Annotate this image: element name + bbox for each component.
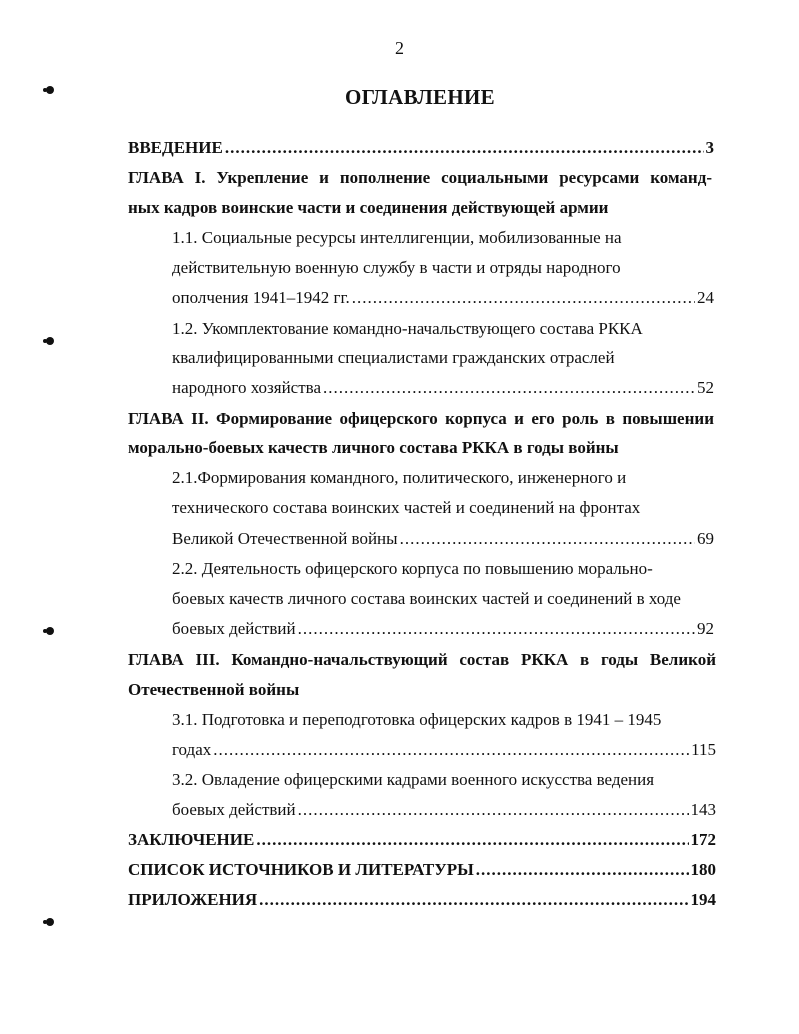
leader-dots bbox=[225, 137, 704, 159]
toc-entry-sources bbox=[128, 859, 716, 881]
toc-entry-section-2-1 bbox=[172, 528, 714, 550]
section-title: квалифицированными специалистами гражданских отраслей bbox=[172, 348, 615, 367]
page-number: 2 bbox=[395, 38, 404, 58]
section-title: годах bbox=[172, 740, 212, 759]
leader-dots bbox=[213, 739, 689, 761]
section-title: боевых действий bbox=[172, 619, 296, 638]
section-title: 3.2. Овладение офицерскими кадрами военного искусства ведения bbox=[172, 770, 655, 789]
toc-page-number: 24 bbox=[697, 288, 714, 307]
leader-dots bbox=[298, 618, 695, 640]
toc-page-number: 52 bbox=[697, 378, 714, 397]
section-title: 2.1.Формирования командного, политического, инженерного и bbox=[172, 468, 627, 487]
section-title: технического состава воинских частей и соединений на фронтах bbox=[172, 498, 641, 517]
toc-entry-appendix bbox=[128, 889, 716, 911]
toc-entry-label: ПРИЛОЖЕНИЯ bbox=[128, 890, 258, 909]
toc-entry-label: СПИСОК ИСТОЧНИКОВ И ЛИТЕРАТУРЫ bbox=[128, 860, 474, 879]
chapter-heading: морально-боевых качеств личного состава РККА в годы войны bbox=[128, 438, 619, 457]
chapter-heading: ГЛАВА II. Формирование офицерского корпуса и его роль в повышении bbox=[128, 409, 714, 428]
chapter-heading: Отечественной войны bbox=[128, 680, 300, 699]
toc-page-number: 172 bbox=[690, 830, 716, 849]
section-title: 1.1. Социальные ресурсы интеллигенции, мобилизованные на bbox=[172, 228, 622, 247]
toc-entry-label: ВВЕДЕНИЕ bbox=[128, 138, 223, 157]
leader-dots bbox=[476, 859, 689, 881]
section-title: 2.2. Деятельность офицерского корпуса по повышению морально- bbox=[172, 559, 653, 578]
section-title: боевых действий bbox=[172, 800, 296, 819]
section-title: боевых качеств личного состава воинских частей и соединений в ходе bbox=[172, 589, 681, 608]
toc-page-number: 92 bbox=[697, 619, 714, 638]
section-title: 1.2. Укомплектование командно-начальствующего состава РККА bbox=[172, 319, 643, 338]
toc-entry-section-3-2 bbox=[172, 799, 716, 821]
section-title: 3.1. Подготовка и переподготовка офицерских кадров в 1941 – 1945 bbox=[172, 710, 662, 729]
chapter-heading: ных кадров воинские части и соединения действующей армии bbox=[128, 198, 609, 217]
toc-entry-label: ЗАКЛЮЧЕНИЕ bbox=[128, 830, 255, 849]
toc-entry-section-1-2 bbox=[172, 377, 714, 399]
toc-entry-section-2-2 bbox=[172, 618, 714, 640]
chapter-heading: ГЛАВА III. Командно-начальствующий состав РККА в годы Великой bbox=[128, 650, 716, 669]
toc-page-number: 3 bbox=[705, 138, 714, 157]
toc-entry-introduction bbox=[128, 137, 714, 159]
toc-page-number: 194 bbox=[690, 890, 716, 909]
toc-page-number: 69 bbox=[697, 529, 714, 548]
leader-dots bbox=[352, 287, 695, 309]
leader-dots bbox=[400, 528, 695, 550]
toc-entry-section-3-1 bbox=[172, 739, 716, 761]
toc-entry-section-1-1 bbox=[172, 287, 714, 309]
chapter-heading: ГЛАВА I. Укрепление и пополнение социальными ресурсами команд- bbox=[128, 168, 712, 187]
section-title: Великой Отечественной войны bbox=[172, 529, 398, 548]
page-title: ОГЛАВЛЕНИЕ bbox=[345, 85, 495, 109]
toc-page-number: 180 bbox=[690, 860, 716, 879]
toc-page-number: 143 bbox=[690, 800, 716, 819]
section-title: народного хозяйства bbox=[172, 378, 322, 397]
section-title: ополчения 1941–1942 гг. bbox=[172, 288, 350, 307]
leader-dots bbox=[298, 799, 689, 821]
toc-page-number: 115 bbox=[691, 740, 716, 759]
section-title: действительную военную службу в части и отряды народного bbox=[172, 258, 621, 277]
toc-entry-conclusion bbox=[128, 829, 716, 851]
leader-dots bbox=[256, 829, 688, 851]
leader-dots bbox=[323, 377, 695, 399]
leader-dots bbox=[259, 889, 688, 911]
